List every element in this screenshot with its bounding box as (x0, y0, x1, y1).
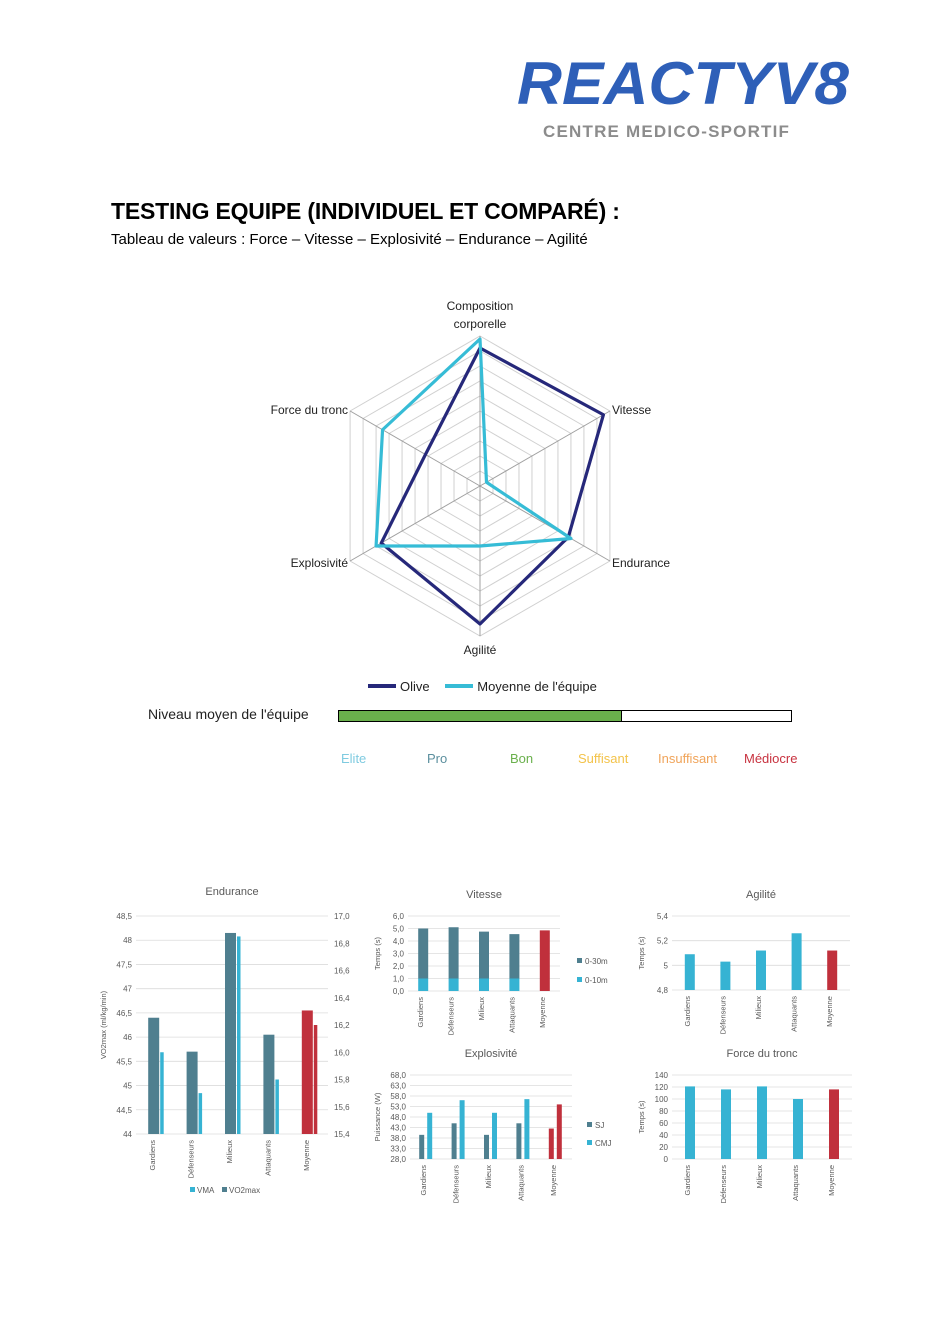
vitesse-ytick: 2,0 (392, 962, 404, 971)
endurance-bar-vma (237, 936, 241, 1134)
vitesse-bar-0-10m (479, 979, 489, 992)
explosivite-ytick: 33,0 (390, 1144, 406, 1154)
legend-item-team-average (445, 679, 597, 694)
force-tronc-bar (829, 1089, 839, 1159)
agilite-ytick: 5,2 (656, 936, 668, 946)
team-level-fill (339, 711, 622, 721)
explosivite-ytick: 48,0 (390, 1113, 406, 1122)
explosivite-ytick: 28,0 (390, 1155, 406, 1164)
endurance-category-label: Attaquants (263, 1140, 273, 1176)
force-tronc-category-label: Défenseurs (719, 1165, 728, 1204)
explosivite-ytick: 53,0 (390, 1102, 406, 1112)
endurance-ytick: 44 (123, 1130, 132, 1139)
explosivite-category-label: Moyenne (548, 1165, 558, 1196)
explosivite-ytick: 68,0 (390, 1071, 406, 1080)
force-tronc-ytick: 120 (654, 1083, 668, 1092)
endurance-bar-vma (275, 1080, 279, 1135)
endurance-bar-vo2max (302, 1010, 313, 1134)
explosivite-legend-cmj: CMJ (595, 1139, 612, 1148)
endurance-y2tick: 17,0 (334, 912, 350, 921)
explosivite-legend-swatch-cmj (587, 1140, 592, 1145)
explosivite-category-label: Milieux (484, 1165, 493, 1189)
explosivite-bar-cmj (557, 1104, 562, 1159)
agilite-ytick: 5,4 (656, 912, 668, 921)
endurance-y2tick: 15,6 (334, 1102, 350, 1112)
radar-grid (350, 336, 610, 636)
vitesse-bar-0-30m (418, 929, 428, 979)
vitesse-bar-0-10m (540, 979, 550, 992)
explosivite-bar-cmj (524, 1099, 529, 1159)
legend-item-olive (368, 679, 430, 694)
vitesse-bar-0-30m (540, 930, 550, 978)
vitesse-bar-0-10m (509, 979, 519, 992)
vitesse-ytick: 3,0 (392, 949, 404, 959)
page-title: TESTING EQUIPE (INDIVIDUEL ET COMPARÉ) : (111, 198, 620, 224)
vitesse-legend-swatch-0-30m (577, 958, 582, 963)
explosivite-legend-swatch-sj (587, 1122, 592, 1127)
scale-bon: Bon (510, 751, 534, 766)
brand-name: REACTYV8 (517, 52, 850, 114)
endurance-ytick: 47,5 (116, 960, 132, 970)
endurance-ytick: 47 (123, 984, 132, 994)
chart-vitesse (373, 889, 608, 1035)
endurance-y2tick: 15,8 (334, 1075, 350, 1085)
chart-explosivite (373, 1048, 611, 1203)
radar-axis-label-agilite: Agilité (463, 643, 497, 657)
explosivite-legend-sj: SJ (595, 1121, 605, 1130)
endurance-ytick: 46,5 (116, 1008, 132, 1018)
endurance-ytick: 46 (123, 1033, 132, 1043)
vitesse-legend-swatch-0-10m (577, 977, 582, 982)
explosivite-category-label: Défenseurs (451, 1165, 461, 1204)
vitesse-bar-0-10m (449, 979, 459, 992)
agilite-category-label: Défenseurs (718, 996, 728, 1035)
force-tronc-category-label: Moyenne (827, 1165, 836, 1196)
explosivite-ytick: 58,0 (390, 1092, 406, 1101)
scale-elite: Elite (341, 751, 367, 766)
radar-axis-label-composition: Composition corporelle (446, 299, 514, 331)
explosivite-ytick: 38,0 (390, 1134, 406, 1143)
scale-suffisant: Suffisant (578, 751, 629, 766)
force-tronc-category-label: Milieux (755, 1165, 764, 1189)
chart-endurance (99, 886, 350, 1195)
radar-chart (230, 290, 730, 670)
vitesse-bar-0-30m (479, 932, 489, 979)
brand-logo (513, 52, 853, 114)
agilite-ylabel: Temps (s) (637, 936, 646, 970)
scale-insuffisant: Insuffisant (658, 751, 718, 766)
scale-pro: Pro (427, 751, 448, 766)
endurance-bar-vo2max (263, 1035, 274, 1134)
explosivite-category-label: Gardiens (419, 1165, 429, 1196)
explosivite-category-label: Attaquants (516, 1165, 526, 1201)
endurance-category-label: Défenseurs (186, 1140, 196, 1179)
agilite-category-label: Moyenne (825, 996, 835, 1027)
force-tronc-bar (685, 1086, 695, 1159)
radar-legend (368, 676, 609, 694)
agilite-category-label: Attaquants (789, 996, 799, 1032)
radar-axis-label-vitesse: Vitesse (612, 403, 652, 417)
force-tronc-ytick: 20 (659, 1143, 668, 1152)
endurance-bar-vma (160, 1052, 164, 1134)
vitesse-ytick: 5,0 (392, 924, 404, 934)
explosivite-bar-sj (452, 1123, 457, 1159)
endurance-y2tick: 15,4 (334, 1130, 350, 1139)
vitesse-ytick: 4,0 (392, 937, 404, 946)
force-tronc-ytick: 100 (654, 1095, 668, 1104)
vitesse-category-label: Moyenne (537, 997, 547, 1028)
legend-label-team-average: Moyenne de l'équipe (477, 678, 597, 694)
vitesse-ylabel: Temps (s) (373, 937, 382, 970)
vitesse-legend-0-10m: 0-10m (585, 976, 608, 985)
radar-axis-label-endurance: Endurance (612, 556, 671, 570)
vitesse-category-label: Milieux (477, 997, 486, 1021)
force-tronc-ytick: 40 (659, 1131, 668, 1140)
force-tronc-bar (721, 1089, 731, 1159)
vitesse-legend-0-30m: 0-30m (585, 957, 608, 966)
endurance-legend-swatch-vma (190, 1187, 195, 1192)
force-tronc-ytick: 60 (659, 1119, 668, 1128)
vitesse-bar-0-10m (418, 979, 428, 992)
team-level-label: Niveau moyen de l'équipe (148, 706, 309, 722)
explosivite-bar-cmj (460, 1100, 465, 1159)
agilite-ytick: 5 (663, 961, 668, 971)
vitesse-ytick: 0,0 (392, 987, 404, 996)
endurance-ylabel: VO2max (ml/kg/min) (99, 990, 108, 1060)
endurance-legend-vma: VMA (197, 1186, 215, 1195)
endurance-ytick: 44,5 (116, 1105, 132, 1115)
endurance-y2tick: 16,8 (334, 939, 350, 949)
endurance-y2tick: 16,2 (334, 1021, 350, 1030)
vitesse-category-label: Défenseurs (446, 997, 456, 1036)
endurance-category-label: Gardiens (148, 1140, 158, 1171)
agilite-bar (827, 951, 837, 990)
explosivite-ytick: 63,0 (390, 1081, 406, 1091)
vitesse-ytick: 1,0 (392, 974, 404, 984)
agilite-bar (685, 954, 695, 990)
agilite-bar (792, 933, 802, 990)
legend-swatch-team-average (445, 684, 473, 688)
endurance-legend-vo2max: VO2max (229, 1186, 261, 1195)
legend-swatch-olive (368, 684, 396, 688)
endurance-ytick: 45,5 (116, 1057, 132, 1067)
endurance-y2tick: 16,4 (334, 993, 350, 1003)
chart-agilite (637, 889, 850, 1034)
endurance-bar-vo2max (187, 1052, 198, 1134)
explosivite-bar-sj (419, 1135, 424, 1159)
endurance-y2tick: 16,6 (334, 966, 350, 976)
explosivite-bar-sj (549, 1129, 554, 1159)
chart-force-tronc (637, 1048, 852, 1203)
agilite-category-label: Milieux (754, 996, 763, 1020)
explosivite-title: Explosivité (464, 1048, 518, 1060)
vitesse-bar-0-30m (449, 927, 459, 978)
endurance-ytick: 48 (123, 936, 132, 946)
agilite-title: Agilité (746, 889, 776, 901)
explosivite-bar-sj (516, 1123, 521, 1159)
endurance-bar-vo2max (225, 933, 236, 1134)
legend-label-olive: Olive (400, 678, 430, 694)
force-tronc-category-label: Gardiens (683, 1165, 692, 1196)
force-tronc-bar (793, 1099, 803, 1159)
endurance-bar-vma (199, 1093, 203, 1134)
endurance-ytick: 48,5 (116, 912, 132, 921)
bar-charts (0, 880, 934, 1210)
radar-axis-label-explosivite: Explosivité (290, 556, 348, 570)
agilite-bar (720, 962, 730, 990)
force-tronc-bar (757, 1086, 767, 1159)
endurance-bar-vo2max (148, 1018, 159, 1134)
vitesse-bar-0-30m (509, 934, 519, 978)
endurance-bar-vma (314, 1025, 318, 1134)
endurance-y2tick: 16,0 (334, 1048, 350, 1058)
endurance-ytick: 45 (123, 1081, 132, 1091)
endurance-category-label: Moyenne (301, 1140, 311, 1171)
vitesse-title: Vitesse (466, 889, 502, 901)
vitesse-category-label: Attaquants (507, 997, 517, 1033)
agilite-ytick: 4,8 (656, 986, 668, 995)
explosivite-bar-cmj (427, 1113, 432, 1159)
endurance-category-label: Milieux (225, 1140, 234, 1164)
force-tronc-title: Force du tronc (726, 1048, 798, 1060)
force-tronc-ytick: 140 (654, 1071, 668, 1080)
endurance-legend-swatch-vo2max (222, 1187, 227, 1192)
vitesse-category-label: Gardiens (416, 997, 426, 1028)
endurance-title: Endurance (205, 886, 259, 898)
radar-axis-label-force-tronc: Force du tronc (270, 403, 348, 417)
vitesse-ytick: 6,0 (392, 912, 404, 921)
explosivite-bar-sj (484, 1135, 489, 1159)
page-subtitle: Tableau de valeurs : Force – Vitesse – Explosivité – Endurance – Agilité (111, 231, 588, 248)
force-tronc-category-label: Attaquants (791, 1165, 800, 1201)
brand-tagline: CENTRE MEDICO-SPORTIF (543, 122, 791, 141)
agilite-category-label: Gardiens (682, 996, 692, 1027)
explosivite-bar-cmj (492, 1113, 497, 1159)
force-tronc-ytick: 80 (659, 1107, 668, 1116)
team-level-bar (338, 710, 792, 722)
agilite-bar (756, 951, 766, 990)
force-tronc-ytick: 0 (663, 1155, 668, 1164)
force-tronc-ylabel: Temps (s) (637, 1100, 646, 1134)
explosivite-ytick: 43,0 (390, 1123, 406, 1133)
explosivite-ylabel: Puissance (W) (373, 1092, 382, 1142)
scale-mediocre: Médiocre (744, 751, 798, 766)
